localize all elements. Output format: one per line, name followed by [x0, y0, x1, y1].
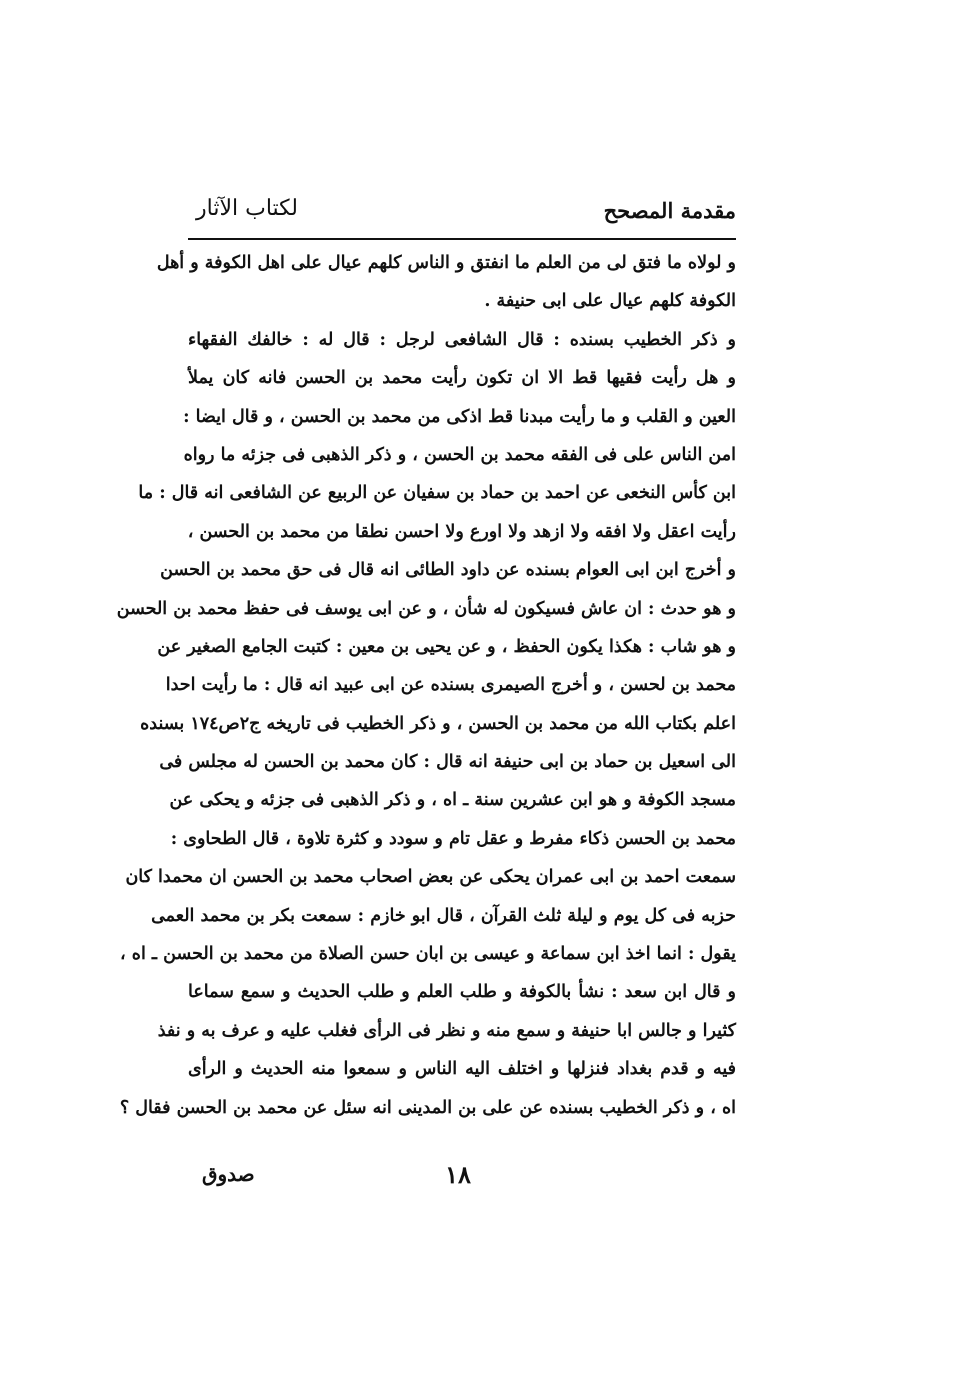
- text-line: الكوفة كلهم عيال على ابى حنيفة .: [484, 291, 736, 312]
- text-line: اه ، و ذكر الخطيب بسنده عن على بن المدينى انه سئل عن محمد بن الحسن فقال ؟: [119, 1097, 736, 1118]
- text-line: فيه و قدم بغداد فنزلها و اختلف اليه الناس و سمعوا منه الحديث و الرأى: [188, 1059, 736, 1080]
- text-line: و هو شاب : هكذا يكون الحفظ ، و عن يحيى بن معين : كتبت الجامع الصغير عن: [157, 636, 736, 657]
- book-title: لكتاب الآثار: [196, 196, 299, 221]
- header-rule: [188, 238, 736, 240]
- page-number: ١٨: [445, 1160, 471, 1189]
- text-line: و لولاه ما فتق لى من العلم ما انفتق و الناس كلهم عيال على اهل الكوفة و أهل: [156, 253, 736, 273]
- text-line: العين و القلب و ما رأيت مبدنا قط اذكى من محمد بن الحسن ، و قال ايضا :: [183, 406, 736, 427]
- text-line: و قال ابن سعد : نشأ بالكوفة و طلب العلم و طلب الحديث و سمع سماعا: [188, 982, 736, 1003]
- text-line: مسجد الكوفة و هو ابن عشرين سنة ـ اه ، و ذكر الذهبى فى جزئه و يحكى عن: [169, 790, 736, 811]
- text-line: محمد بن لحسن ، و أخرج الصيمرى بسنده عن ابى عبيد انه قال : ما رأيت احدا: [165, 675, 736, 696]
- text-line: حزبه فى كل يوم و ليلة ثلث القرآن ، قال ابو خازم : سمعت بكر بن محمد العمى: [151, 905, 736, 926]
- text-line: و هو حدث : ان عاش فسيكون له شأن ، و عن ابى يوسف فى حفظ محمد بن الحسن: [116, 598, 736, 619]
- body-text: [116, 244, 736, 1127]
- section-title: مقدمة المصحح: [603, 198, 736, 223]
- text-line: الى اسعيل بن حماد بن ابى حنيفة انه قال : كان محمد بن الحسن له مجلس فى: [159, 752, 736, 773]
- text-line: رأيت اعقل ولا افقه ولا ازهد ولا اورع ولا احسن نطقا من محمد بن الحسن ،: [187, 521, 736, 542]
- text-line: ابن كأس النخعى عن احمد بن حماد بن سفيان عن الربيع عن الشافعى انه قال : ما: [138, 483, 736, 504]
- text-line: و هل رأيت فقيها قط الا ان تكون رأيت محمد بن الحسن فانه كان يملأ: [188, 368, 736, 389]
- text-line: كثيرا و جالس ابا حنيفة و سمع منه و نظر فى الرأى فغلب عليه و عرف به و نفذ: [157, 1020, 736, 1041]
- catchword: صدوق: [202, 1162, 255, 1186]
- text-line: و أخرج ابن ابى العوام بسنده عن داود الطائى انه قال فى حق محمد بن الحسن: [160, 560, 736, 581]
- text-line: يقول : انما اخذ ابن سماعة و عيسى بن ابان حسن الصلاة من محمد بن الحسن ـ اه ،: [120, 944, 736, 965]
- text-line: امن الناس على فى الفقه محمد بن الحسن ، و ذكر الذهبى فى جزئه ما رواه: [183, 444, 736, 465]
- text-line: سمعت احمد بن ابى عمران يحكى عن بعض اصحاب محمد بن الحسن ان محمدا كان: [125, 867, 736, 888]
- running-head: [188, 196, 736, 236]
- text-line: و ذكر الخطيب بسنده : قال الشافعى لرجل : قال له : خالفك الفقهاء: [188, 329, 736, 350]
- text-line: اعلم بكتاب الله من محمد بن الحسن ، و ذكر الخطيب فى تاريخه ج٢ص١٧٤ بسنده: [140, 713, 736, 734]
- text-line: محمد بن الحسن ذكاء مفرط و عقل تام و سودد و كثرة تلاوة ، قال الطحاوى :: [170, 828, 736, 849]
- page-footer: [188, 1160, 736, 1200]
